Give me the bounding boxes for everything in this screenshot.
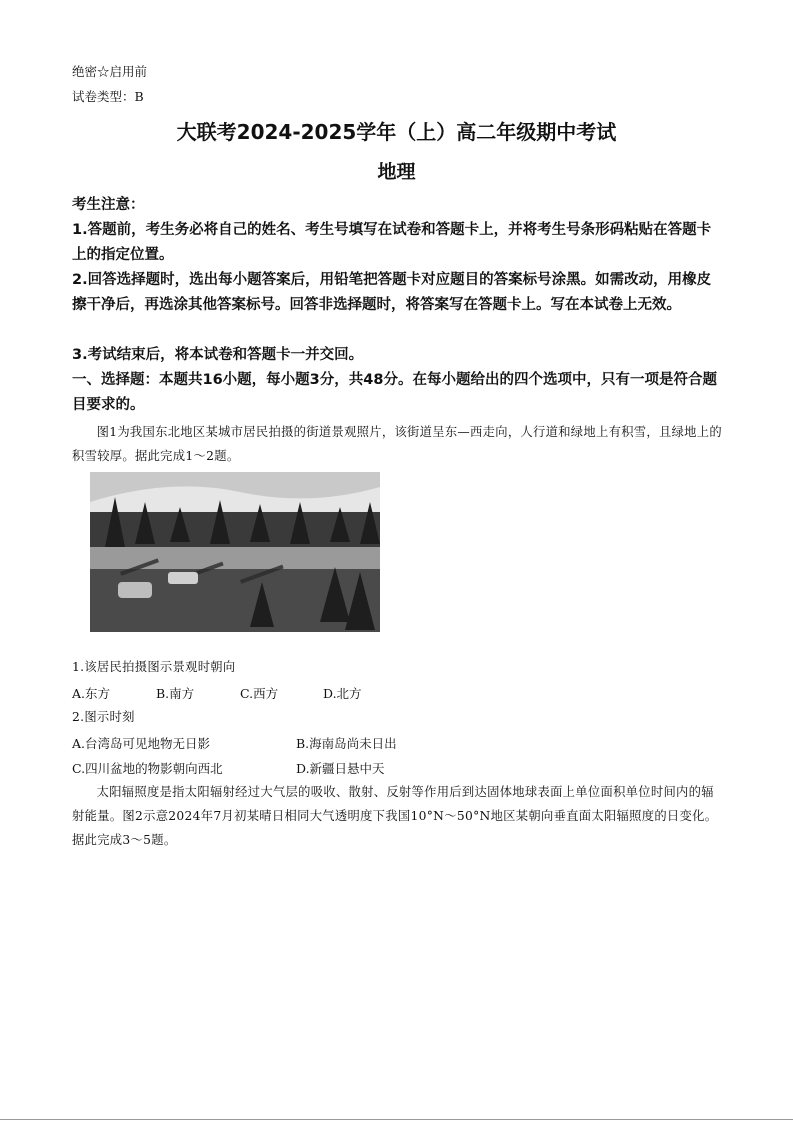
question-2-option-d: D.新疆日悬中天 (296, 761, 385, 776)
notice-heading: 考生注意： (72, 197, 145, 213)
notice-item-2: 2.回答选择题时，选出每小题答案后，用铅笔把答题卡对应题目的答案标号涂黑。如需改动，用橡皮擦干净后，再选涂其他答案标号。回答非选择题时，将答案写在答题卡上。写在本试卷上无效。 (72, 272, 712, 313)
passage-2: 太阳辐照度是指太阳辐射经过大气层的吸收、散射、反射等作用后到达固体地球表面上单位面积单位时间内的辐射能量。图2示意2024年7月初某晴日相同大气透明度下我国10°N～50°N地区某朝向垂直面太阳辐照度的日变化。据此完成3～5题。 (72, 785, 718, 847)
question-1-option-a: A.东方 (72, 686, 111, 701)
question-1-option-b: B.南方 (156, 686, 195, 701)
subject-title: 地理 (377, 161, 416, 183)
notice-item-3: 3.考试结束后，将本试卷和答题卡一并交回。 (72, 347, 364, 363)
question-2-option-a: A.台湾岛可见地物无日影 (72, 736, 211, 751)
confidential-label: 绝密☆启用前 (72, 64, 148, 79)
page-bottom-rule (0, 1119, 793, 1120)
passage-1: 图1为我国东北地区某城市居民拍摄的街道景观照片，该街道呈东—西走向，人行道和绿地上有积雪，且绿地上的积雪较厚。据此完成1～2题。 (72, 425, 722, 463)
question-1-option-d: D.北方 (323, 686, 362, 701)
question-2-option-c: C.四川盆地的物影朝向西北 (72, 761, 223, 776)
question-2-stem: 2.图示时刻 (72, 710, 135, 724)
exam-title: 大联考2024-2025学年（上）高二年级期中考试 (176, 120, 617, 144)
section-heading: 一、选择题：本题共16小题，每小题3分，共48分。在每小题给出的四个选项中，只有一项是符合题目要求的。 (72, 372, 717, 413)
question-2-option-b: B.海南岛尚未日出 (296, 736, 397, 751)
street-photo-figure-1 (90, 472, 380, 632)
paper-type-label: 试卷类型：B (72, 89, 144, 104)
question-1-stem: 1.该居民拍摄图示景观时朝向 (72, 660, 236, 674)
notice-item-1: 1.答题前，考生务必将自己的姓名、考生号填写在试卷和答题卡上，并将考生号条形码粘贴在答题卡上的指定位置。 (72, 222, 712, 263)
street-photo-image (90, 472, 380, 632)
question-1-option-c: C.西方 (240, 686, 279, 701)
